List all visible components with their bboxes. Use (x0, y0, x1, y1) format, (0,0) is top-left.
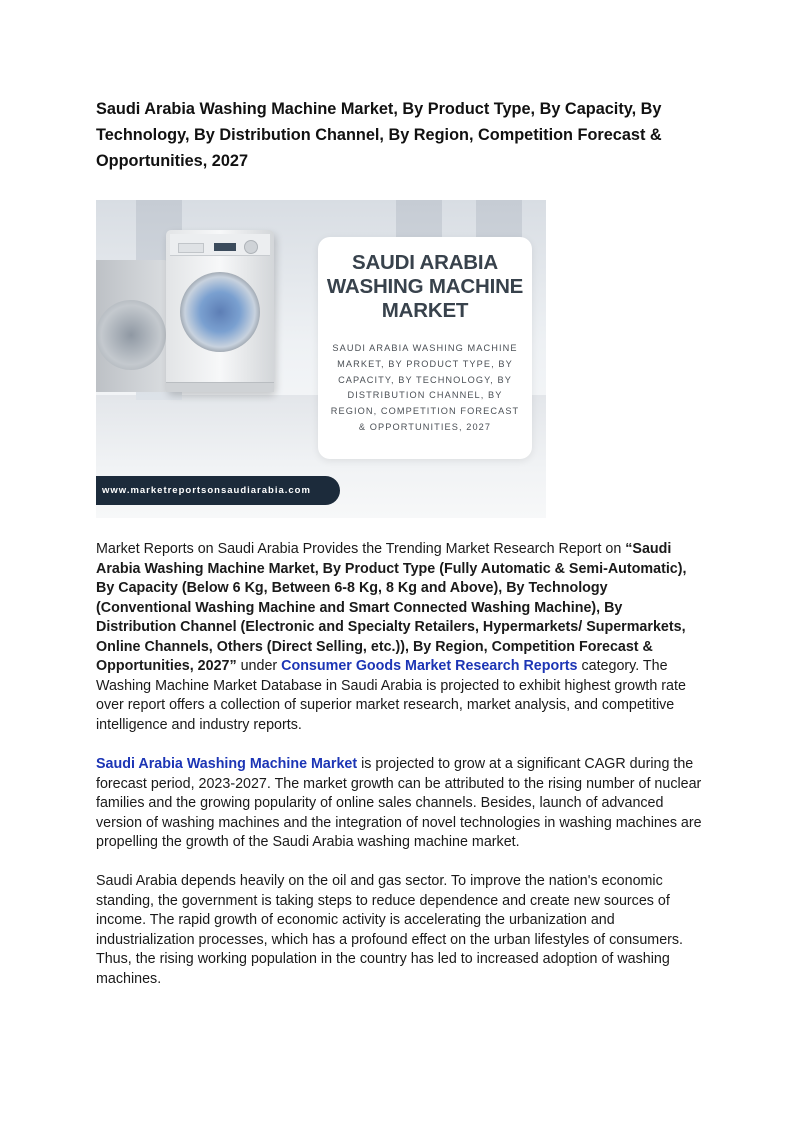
washing-machine-market-link[interactable]: Saudi Arabia Washing Machine Market (96, 756, 358, 772)
market-growth-paragraph (96, 755, 706, 853)
market-growth-text: is projected to grow at a significant CAGR during the forecast period, 2023-2027. The market growth can be attributed to the rising number of nuclear families and the growing popularity of online sales channels. Besides, launch of advanced version of washing machines and the integration of novel technologies in washing machines are propelling the growth of the Saudi Arabia washing machine market. (96, 756, 702, 850)
banner-heading: SAUDI ARABIA WASHING MACHINE MARKET (326, 251, 524, 322)
display-panel (214, 243, 236, 251)
report-banner-image (96, 200, 546, 518)
economy-paragraph: Saudi Arabia depends heavily on the oil and gas sector. To improve the nation's economic standing, the government is taking steps to reduce dependence and create new sources of income. The rapid growth of economic activity is accelerating the urbanization and industrialization processes, which has a profound effect on the urban lifestyles of consumers. Thus, the rising working population in the country has led to increased adoption of washing machines. (96, 873, 684, 987)
washing-machine-base (166, 382, 274, 392)
intro-rest-text: category. The Washing Machine Market Database in Saudi Arabia is projected to exhibit highest growth rate over report offers a collection of superior market research, market analysis, and competitive intelligence and industry reports. (96, 658, 686, 733)
document-page (96, 96, 708, 174)
report-title-bold: “Saudi Arabia Washing Machine Market, By Product Type (Fully Automatic & Semi-Automatic), By Capacity (Below 6 Kg, Between 6-8 Kg, 8 Kg and Above), By Technology (Conventional Washing Machine and Smart Connected Washing Machine), By Distribution Channel (Electronic and Specialty Retailers, Hypermarkets/ Supermarkets, Online Channels, Others (Direct Selling, etc.)), By Region, Competition Forecast & Opportunities, 2027” (96, 541, 687, 674)
washing-machine-back-illustration (96, 260, 168, 392)
intro-text: Market Reports on Saudi Arabia Provides the Trending Market Research Report on (96, 541, 626, 557)
banner-title-card (318, 237, 532, 459)
washing-machine-front-illustration (166, 230, 274, 392)
washing-machine-panel (170, 234, 270, 256)
document-title: Saudi Arabia Washing Machine Market, By Product Type, By Capacity, By Technology, By Distribution Channel, By Region, Competition Forecast & Opportunities, 2027 (96, 100, 662, 170)
washing-machine-door (180, 272, 260, 352)
dial-knob (244, 240, 258, 254)
under-text: under (236, 658, 282, 674)
banner-subheading: SAUDI ARABIA WASHING MACHINE MARKET, BY PRODUCT TYPE, BY CAPACITY, BY TECHNOLOGY, BY DISTRIBUTION CHANNEL, BY REGION, COMPETITION FORECAST & OPPORTUNITIES, 2027 (330, 343, 520, 432)
intro-paragraph (96, 540, 706, 735)
washing-machine-door (96, 300, 166, 370)
website-url-badge: www.marketreportsonsaudiarabia.com (96, 476, 340, 505)
consumer-goods-reports-link[interactable]: Consumer Goods Market Research Reports (281, 658, 578, 674)
detergent-drawer (178, 243, 204, 253)
